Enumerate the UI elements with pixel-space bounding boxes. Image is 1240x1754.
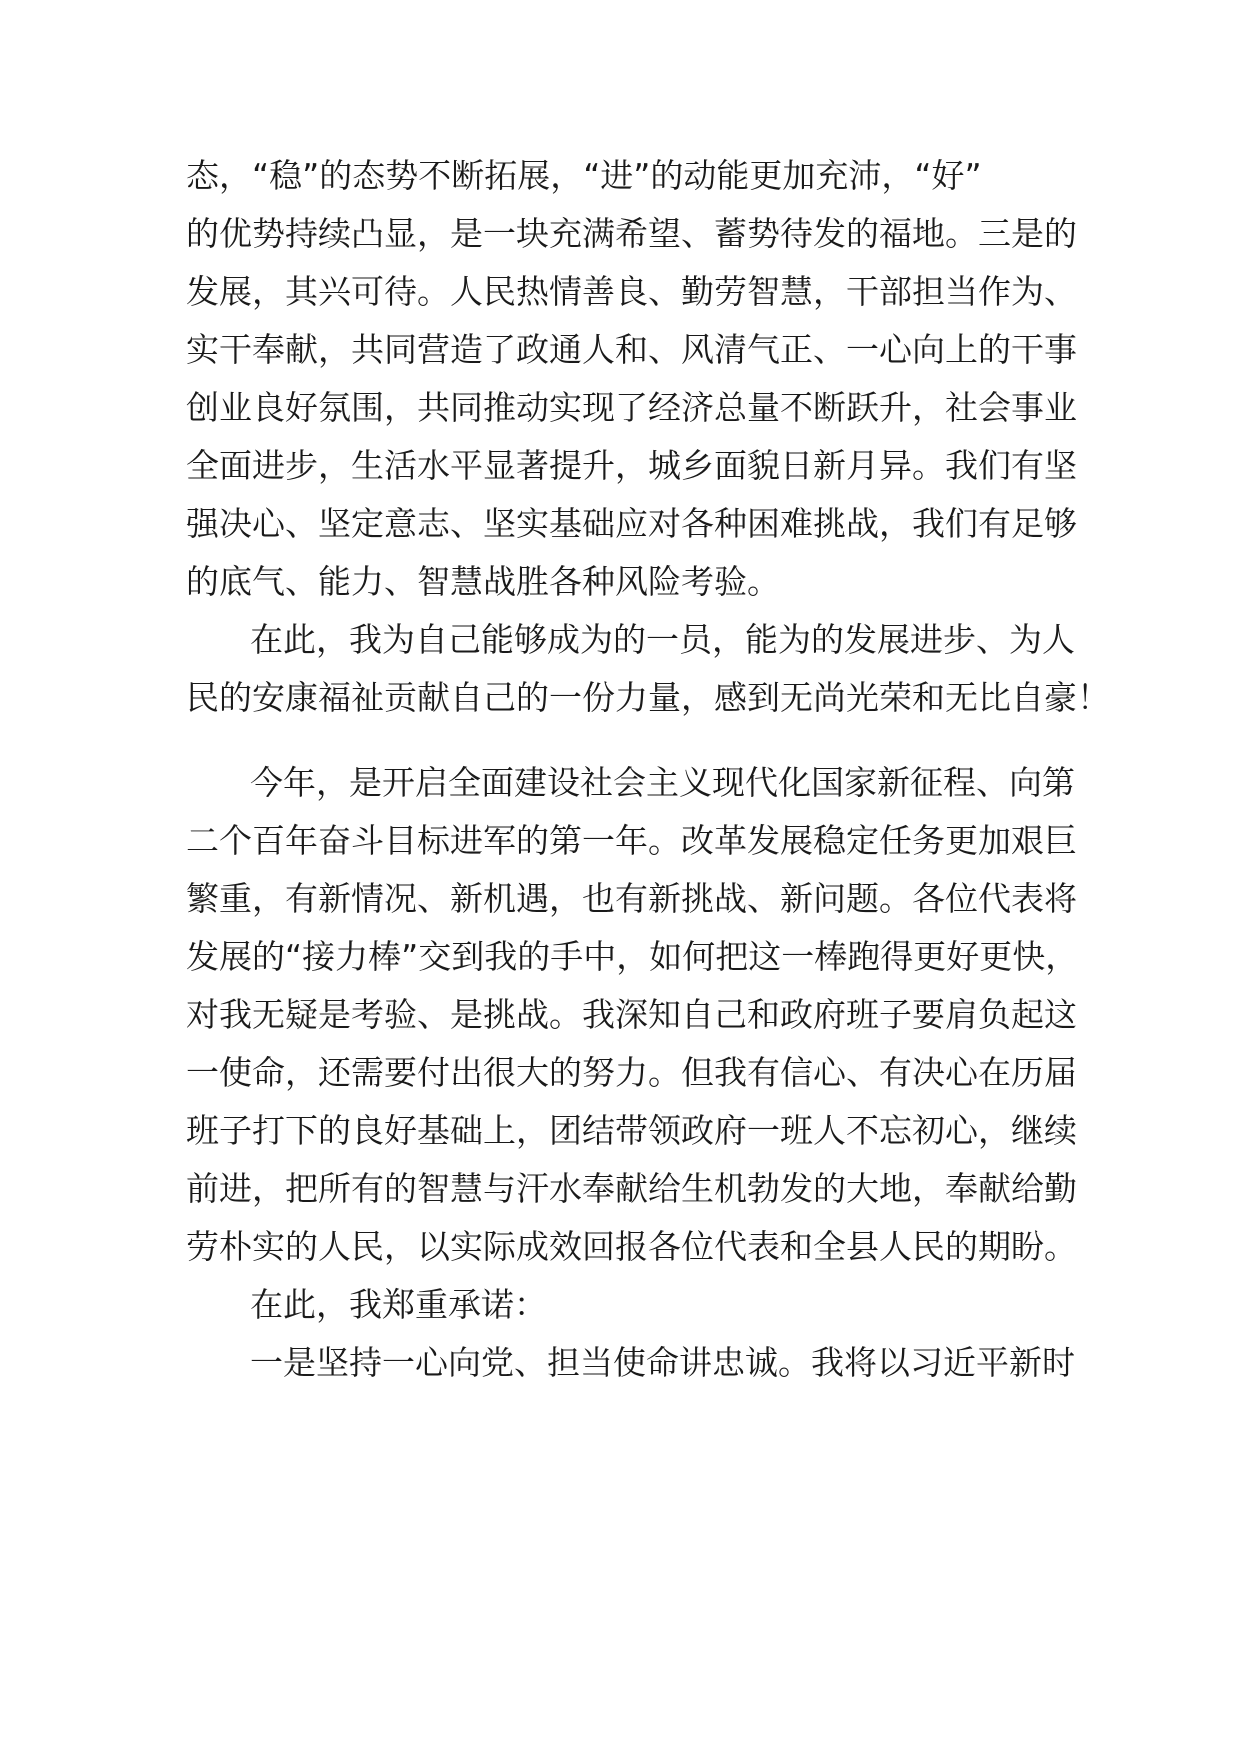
text-line: 对我无疑是考验、是挑战。我深知自己和政府班子要肩负起这 [186, 995, 1077, 1034]
text-line: 民的安康福祉贡献自己的一份力量，感到无尚光荣和无比自豪！ [186, 678, 1110, 717]
paragraph-first-line: 在此，我为自己能够成为的一员，能为的发展进步、为人 [250, 620, 1075, 659]
text-line: 强决心、坚定意志、坚实基础应对各种困难挑战，我们有足够 [186, 504, 1077, 543]
text-line: 实干奉献，共同营造了政通人和、风清气正、一心向上的干事 [186, 330, 1077, 369]
text-line: 劳朴实的人民，以实际成效回报各位代表和全县人民的期盼。 [186, 1227, 1077, 1266]
text-line: 二个百年奋斗目标进军的第一年。改革发展稳定任务更加艰巨 [186, 821, 1077, 860]
text-line: 发展，其兴可待。人民热情善良、勤劳智慧，干部担当作为、 [186, 272, 1077, 311]
text-line: 全面进步，生活水平显著提升，城乡面貌日新月异。我们有坚 [186, 446, 1077, 485]
text-line: 创业良好氛围，共同推动实现了经济总量不断跃升，社会事业 [186, 388, 1077, 427]
paragraph-first-line: 一是坚持一心向党、担当使命讲忠诚。我将以习近平新时 [250, 1343, 1075, 1382]
text-line: 繁重，有新情况、新机遇，也有新挑战、新问题。各位代表将 [186, 879, 1077, 918]
paragraph-first-line: 今年，是开启全面建设社会主义现代化国家新征程、向第 [250, 763, 1075, 802]
text-line: 一使命，还需要付出很大的努力。但我有信心、有决心在历届 [186, 1053, 1077, 1092]
text-line: 班子打下的良好基础上，团结带领政府一班人不忘初心，继续 [186, 1111, 1077, 1150]
text-line: 态，“稳”的态势不断拓展，“进”的动能更加充沛，“好” [186, 156, 982, 195]
text-line: 的底气、能力、智慧战胜各种风险考验。 [186, 562, 780, 601]
text-line: 发展的“接力棒”交到我的手中，如何把这一棒跑得更好更快， [186, 937, 1079, 976]
text-line: 的优势持续凸显，是一块充满希望、蓄势待发的福地。三是的 [186, 214, 1077, 253]
text-line: 前进，把所有的智慧与汗水奉献给生机勃发的大地，奉献给勤 [186, 1169, 1077, 1208]
paragraph-first-line: 在此，我郑重承诺： [250, 1285, 547, 1324]
